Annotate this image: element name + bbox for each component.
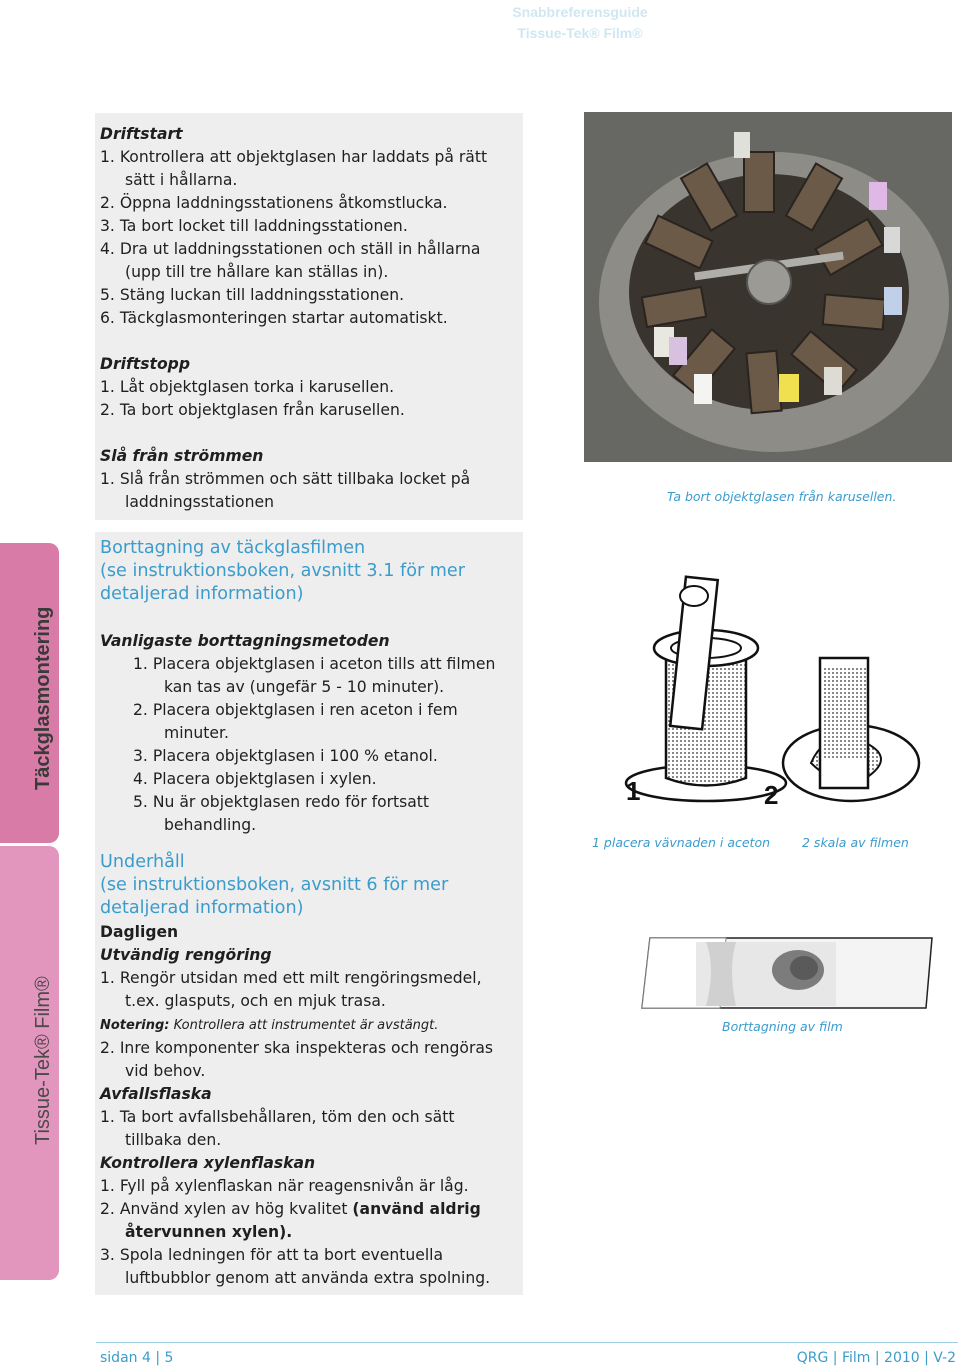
list-item: återvunnen xylen). — [125, 1223, 293, 1241]
list-item: 1. Kontrollera att objektglasen har laddats på rätt — [100, 148, 488, 166]
xylen-title: Kontrollera xylenflaskan — [100, 1154, 316, 1172]
note-label: Notering: — [100, 1018, 170, 1033]
side-tab-section-label: Täckglasmontering — [32, 606, 54, 790]
list-item: 5. Stäng luckan till laddningsstationen. — [100, 286, 405, 304]
diagram-caption-1: 1 placera vävnaden i aceton — [592, 835, 771, 850]
list-item: 5. Nu är objektglasen redo för fortsatt — [133, 793, 430, 811]
header-title: Snabbreferensguide — [512, 4, 648, 20]
list-item: 1. Rengör utsidan med ett milt rengöringsmedel, — [100, 969, 482, 987]
list-item — [100, 1198, 481, 1221]
diagram-label-2: 2 — [764, 780, 779, 810]
list-item: minuter. — [164, 724, 229, 742]
list-item-text: 2. Använd xylen av hög kvalitet — [100, 1200, 353, 1218]
list-item: kan tas av (ungefär 5 - 10 minuter). — [164, 678, 445, 696]
list-item: 1. Låt objektglasen torka i karusellen. — [100, 378, 395, 396]
list-item: 1. Ta bort avfallsbehållaren, töm den och sätt — [100, 1108, 455, 1126]
method-title: Vanligaste borttagningsmetoden — [100, 632, 390, 650]
list-item: 2. Inre komponenter ska inspekteras och rengöras — [100, 1039, 494, 1057]
driftstopp-title: Driftstopp — [100, 355, 190, 373]
list-item: behandling. — [164, 816, 257, 834]
page-number: sidan 4 | 5 — [100, 1350, 174, 1366]
list-item: 2. Placera objektglasen i ren aceton i fem — [133, 701, 458, 719]
list-item: tillbaka den. — [125, 1131, 222, 1149]
list-item: 4. Placera objektglasen i xylen. — [133, 770, 377, 788]
section-heading: Underhåll — [100, 852, 185, 872]
side-tab-product-label: Tissue-Tek® Film® — [32, 976, 54, 1145]
list-item: 4. Dra ut laddningsstationen och ställ in hållarna — [100, 240, 481, 258]
list-item: vid behov. — [125, 1062, 206, 1080]
footer-divider — [96, 1342, 958, 1343]
list-item: laddningsstationen — [125, 493, 274, 511]
utvandig-title: Utvändig rengöring — [100, 946, 272, 964]
list-item: 3. Spola ledningen för att ta bort eventuella — [100, 1246, 444, 1264]
list-item: 1. Fyll på xylenflaskan när reagensnivån är låg. — [100, 1177, 469, 1195]
note — [100, 1014, 438, 1037]
header-product: Tissue-Tek® Film® — [517, 25, 643, 41]
section-heading: detaljerad information) — [100, 584, 304, 604]
driftstart-title: Driftstart — [100, 125, 183, 143]
film-slide-photo — [636, 928, 936, 1018]
page-header — [200, 2, 960, 44]
list-item: t.ex. glasputs, och en mjuk trasa. — [125, 992, 386, 1010]
doc-reference: QRG | Film | 2010 | V-2 — [796, 1350, 956, 1366]
acetone-diagram — [596, 568, 932, 813]
note-text: Kontrollera att instrumentet är avstängt. — [169, 1018, 439, 1033]
photo-caption: Ta bort objektglasen från karusellen. — [667, 489, 897, 504]
list-item: 1. Slå från strömmen och sätt tillbaka locket på — [100, 470, 471, 488]
list-item: 1. Placera objektglasen i aceton tills att filmen — [133, 655, 496, 673]
list-item-bold: (använd aldrig — [352, 1200, 481, 1218]
list-item: (upp till tre hållare kan ställas in). — [125, 263, 389, 281]
section-heading: detaljerad information) — [100, 898, 304, 918]
slide-caption: Borttagning av film — [722, 1019, 843, 1034]
list-item: 2. Ta bort objektglasen från karusellen. — [100, 401, 405, 419]
list-item: luftbubblor genom att använda extra spolning. — [125, 1269, 491, 1287]
diagram-label-1: 1 — [626, 776, 641, 806]
diagram-caption-2: 2 skala av filmen — [802, 835, 909, 850]
slafran-title: Slå från strömmen — [100, 447, 264, 465]
section-heading: (se instruktionsboken, avsnitt 6 för mer — [100, 875, 449, 895]
avfall-title: Avfallsflaska — [100, 1085, 212, 1103]
list-item: 3. Ta bort locket till laddningsstationen. — [100, 217, 408, 235]
dagligen-title: Dagligen — [100, 923, 179, 941]
section-heading: Borttagning av täckglasfilmen — [100, 538, 366, 558]
carousel-photo — [584, 112, 952, 462]
list-item: 2. Öppna laddningsstationens åtkomstlucka. — [100, 194, 448, 212]
section-heading: (se instruktionsboken, avsnitt 3.1 för mer — [100, 561, 465, 581]
list-item: 3. Placera objektglasen i 100 % etanol. — [133, 747, 438, 765]
list-item: 6. Täckglasmonteringen startar automatiskt. — [100, 309, 448, 327]
list-item: sätt i hållarna. — [125, 171, 238, 189]
